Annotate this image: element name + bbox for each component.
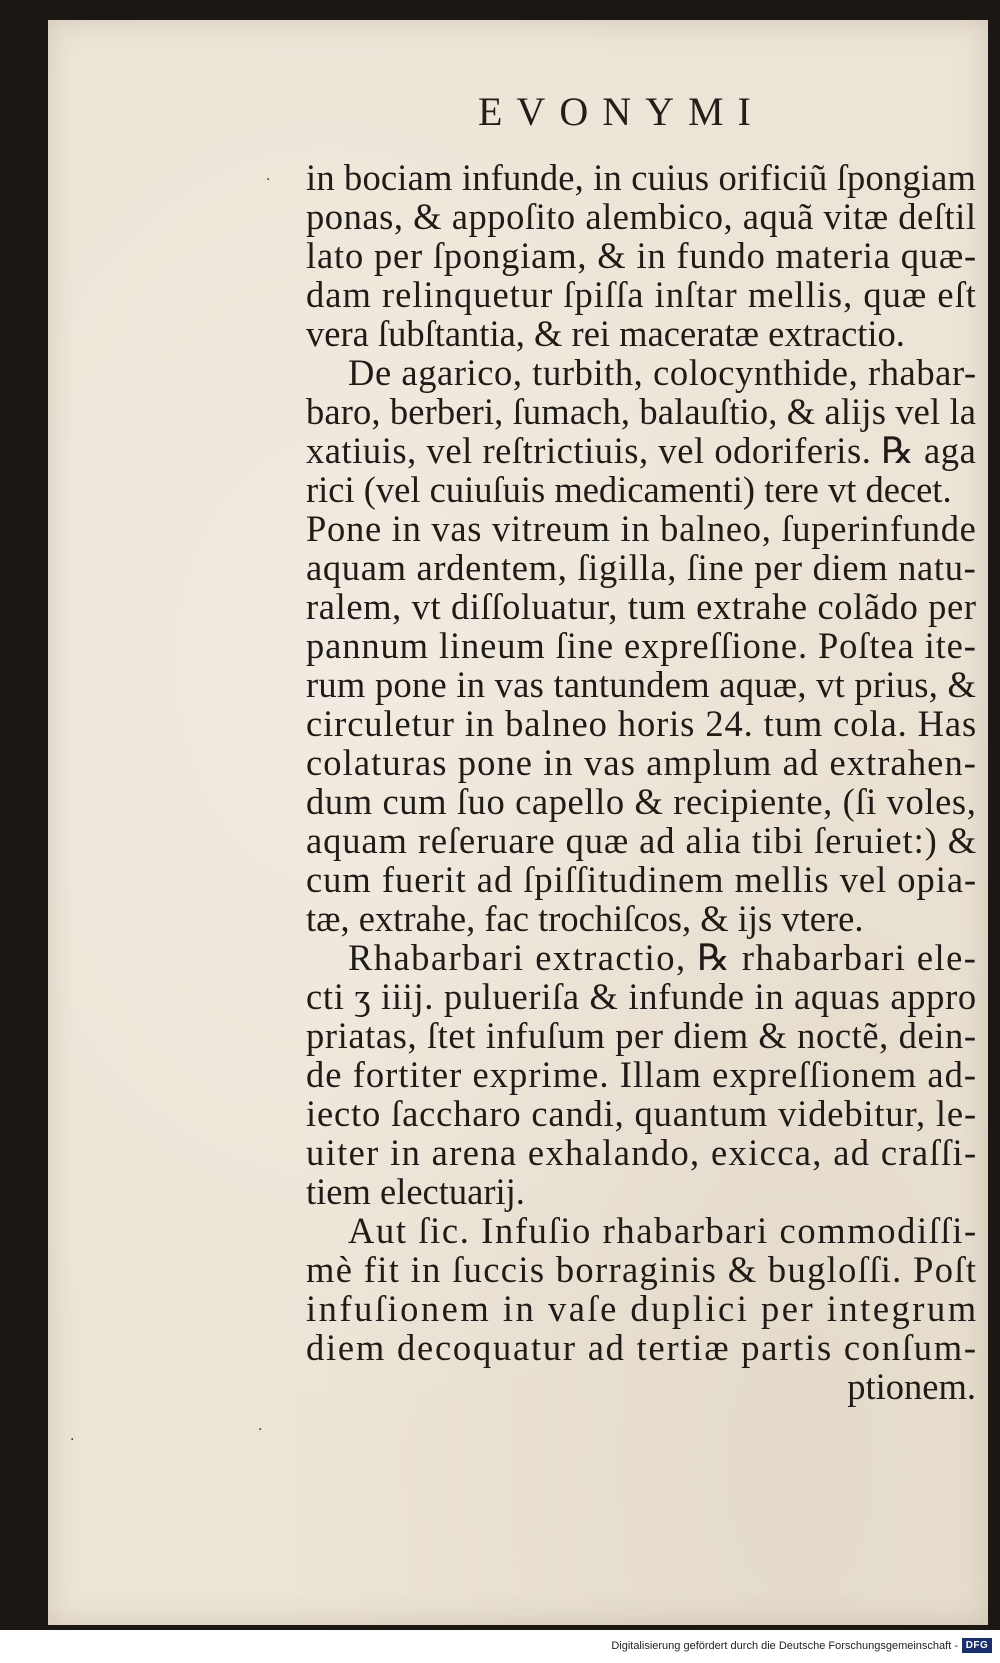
body-text bbox=[306, 158, 986, 1406]
text-line: colaturas pone in vas amplum ad extrahen- bbox=[306, 742, 978, 783]
text-line: uiter in arena exhalando, exicca, ad craſſi- bbox=[306, 1132, 978, 1173]
text-line: pannum lineum ſine expreſſione. Poſtea ite- bbox=[306, 625, 977, 666]
text-line: cum fuerit ad ſpiſſitudinem mellis vel opia- bbox=[306, 859, 978, 900]
text-line: Pone in vas vitreum in balneo, ſuperinfunde bbox=[306, 508, 977, 549]
dfg-logo-icon: DFG bbox=[962, 1638, 992, 1653]
text-line: De agarico, turbith, colocynthide, rhabar- bbox=[348, 352, 977, 393]
text-line: Aut ſic. Infuſio rhabarbari commodiſſi- bbox=[348, 1210, 978, 1251]
text-line: iecto ſaccharo candi, quantum videbitur, le- bbox=[306, 1093, 977, 1134]
text-line: ponas, & appoſito alembico, aquã vitæ deſtil bbox=[306, 196, 977, 237]
funding-credit: Digitalisierung gefördert durch die Deutsche Forschungsgemeinschaft - bbox=[611, 1640, 958, 1652]
text-line: tiem electuarij. bbox=[306, 1171, 525, 1212]
text-line-final: ptionem. bbox=[847, 1366, 976, 1407]
text-line: vera ſubſtantia, & rei maceratæ extractio. bbox=[306, 313, 905, 354]
margin-mark: · bbox=[70, 1432, 75, 1448]
text-line: priatas, ſtet infuſum per diem & noctẽ, dein- bbox=[306, 1015, 977, 1056]
text-line: lato per ſpongiam, & in fundo materia quæ- bbox=[306, 235, 978, 276]
text-line: Rhabarbari extractio, ℞ rhabarbari ele- bbox=[348, 937, 978, 978]
text-line: in bociam infunde, in cuius orificiũ ſpongiam bbox=[306, 157, 977, 198]
text-line: rum pone in vas tantundem aquæ, vt prius, & bbox=[306, 664, 977, 705]
text-line: de fortiter exprime. Illam expreſſionem ad- bbox=[306, 1054, 978, 1095]
footer-bar bbox=[0, 1630, 1000, 1663]
text-line: aquam reſeruare quæ ad alia tibi ſeruiet:) & bbox=[306, 820, 977, 861]
running-head: EVONYMI bbox=[478, 89, 765, 134]
book-page bbox=[48, 20, 988, 1625]
margin-mark: · bbox=[266, 172, 271, 188]
text-line: dum cum ſuo capello & recipiente, (ſi voles, bbox=[306, 781, 977, 822]
text-line: baro, berberi, ſumach, balauſtio, & alijs vel la bbox=[306, 391, 977, 432]
text-line: cti ʒ iiij. pulueriſa & infunde in aquas appro bbox=[306, 976, 977, 1017]
text-line: tæ, extrahe, fac trochiſcos, & ijs vtere. bbox=[306, 898, 864, 939]
text-line: rici (vel cuiuſuis medicamenti) tere vt decet. bbox=[306, 469, 952, 510]
text-line: xatiuis, vel reſtrictiuis, vel odoriferis. ℞ aga bbox=[306, 430, 977, 471]
text-line: dam relinquetur ſpiſſa inſtar mellis, quæ eſt bbox=[306, 274, 977, 315]
text-line: infuſionem in vaſe duplici per integrum bbox=[306, 1288, 979, 1329]
text-line: ralem, vt diſſoluatur, tum extrahe colãdo per bbox=[306, 586, 977, 627]
text-line: aquam ardentem, ſigilla, ſine per diem natu- bbox=[306, 547, 977, 588]
margin-mark: · bbox=[258, 1422, 263, 1438]
text-line: circuletur in balneo horis 24. tum cola. Has bbox=[306, 703, 978, 744]
text-line: mè fit in ſuccis borraginis & bugloſſi. Poſt bbox=[306, 1249, 978, 1290]
text-line: diem decoquatur ad tertiæ partis conſum- bbox=[306, 1327, 978, 1368]
